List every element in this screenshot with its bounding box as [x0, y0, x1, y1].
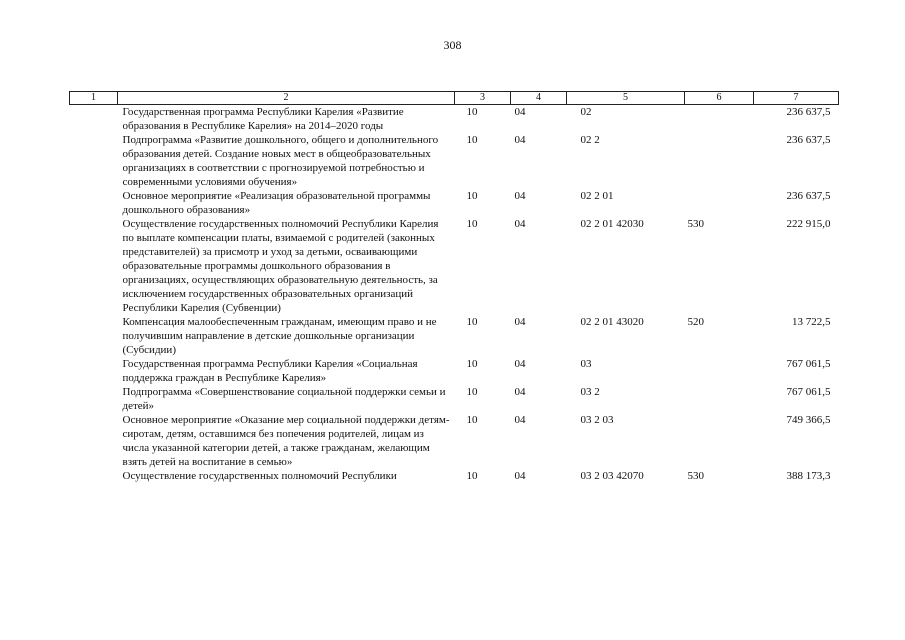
- amount-cell: 388 173,3: [786, 470, 831, 482]
- row-number-cell: [70, 413, 118, 469]
- table-row: [70, 105, 839, 134]
- subsection-code-cell: 04: [514, 386, 526, 398]
- row-number-cell: [70, 105, 118, 134]
- row-number-cell: [70, 133, 118, 189]
- amount-cell: 236 637,5: [786, 190, 831, 202]
- subsection-code-cell: 04: [514, 358, 526, 370]
- table-row: [70, 385, 839, 413]
- target-article-cell: 02 2 01 42030: [580, 218, 644, 230]
- table-row: [70, 413, 839, 469]
- expense-type-cell: [685, 133, 754, 189]
- item-name-cell: Осуществление государственных полномочий Республики: [122, 470, 397, 482]
- table-row: [70, 357, 839, 385]
- row-number-cell: [70, 469, 118, 483]
- item-name-cell: Государственная программа Республики Карелия «Социальная поддержка граждан в Республике Карелия»: [122, 358, 418, 384]
- row-number-cell: [70, 357, 118, 385]
- subsection-code-cell: 04: [514, 218, 526, 230]
- expense-type-cell: [685, 357, 754, 385]
- row-number-cell: [70, 189, 118, 217]
- amount-cell: 767 061,5: [786, 358, 831, 370]
- amount-cell: 236 637,5: [786, 134, 831, 146]
- page-number: 308: [443, 38, 462, 52]
- section-code-cell: 10: [466, 386, 478, 398]
- target-article-cell: 02 2 01: [580, 190, 614, 202]
- column-header-2: 2: [118, 92, 455, 105]
- table-row: [70, 133, 839, 189]
- item-name-cell: Компенсация малообеспеченным гражданам, имеющим право и не получившим направление в детские дошкольные организации (Субсидии): [122, 316, 437, 356]
- subsection-code-cell: 04: [514, 106, 526, 118]
- item-name-cell: Основное мероприятие «Оказание мер социальной поддержки детям-сиротам, детям, оставшимся без попечения родителей, лицам из числа указанной категории детей, а также гражданам, желающим взять детей на воспитание в семью»: [122, 414, 450, 468]
- amount-cell: 767 061,5: [786, 386, 831, 398]
- row-number-cell: [70, 385, 118, 413]
- section-code-cell: 10: [466, 414, 478, 426]
- section-code-cell: 10: [466, 470, 478, 482]
- budget-table: [69, 91, 839, 483]
- subsection-code-cell: 04: [514, 414, 526, 426]
- expense-type-cell: 520: [687, 316, 704, 328]
- amount-cell: 236 637,5: [786, 106, 831, 118]
- item-name-cell: Подпрограмма «Развитие дошкольного, общего и дополнительного образования детей. Создание новых мест в общеобразовательных организациях в соответствии с прогнозируемой потребностью и современными условиями обучения»: [122, 134, 439, 188]
- target-article-cell: 03 2 03: [580, 414, 614, 426]
- table-row: [70, 469, 839, 483]
- expense-type-cell: 530: [687, 218, 704, 230]
- subsection-code-cell: 04: [514, 190, 526, 202]
- section-code-cell: 10: [466, 316, 478, 328]
- section-code-cell: 10: [466, 218, 478, 230]
- column-header-7: 7: [754, 92, 839, 105]
- target-article-cell: 03 2 03 42070: [580, 470, 644, 482]
- table-row: [70, 315, 839, 357]
- target-article-cell: 02 2 01 43020: [580, 316, 644, 328]
- subsection-code-cell: 04: [514, 316, 526, 328]
- item-name-cell: Осуществление государственных полномочий Республики Карелия по выплате компенсации платы, взимаемой с родителей (законных представителей) за присмотр и уход за детьми, осваивающими образовательные программы дошкольного образования в организациях, осуществляющих образовательную деятельность, за исключением государственных образовательных организаций Республики Карелия (Субвенции): [122, 218, 439, 314]
- table-header-row: [70, 92, 839, 105]
- expense-type-cell: 530: [687, 470, 704, 482]
- expense-type-cell: [685, 385, 754, 413]
- column-header-3: 3: [455, 92, 511, 105]
- amount-cell: 13 722,5: [792, 316, 831, 328]
- expense-type-cell: [685, 413, 754, 469]
- item-name-cell: Основное мероприятие «Реализация образовательной программы дошкольного образования»: [122, 190, 431, 216]
- amount-cell: 749 366,5: [786, 414, 831, 426]
- table-row: [70, 217, 839, 315]
- row-number-cell: [70, 315, 118, 357]
- section-code-cell: 10: [466, 358, 478, 370]
- column-header-4: 4: [511, 92, 567, 105]
- section-code-cell: 10: [466, 134, 478, 146]
- expense-type-cell: [685, 189, 754, 217]
- section-code-cell: 10: [466, 106, 478, 118]
- column-header-5: 5: [567, 92, 685, 105]
- target-article-cell: 03: [580, 358, 592, 370]
- target-article-cell: 02 2: [580, 134, 600, 146]
- subsection-code-cell: 04: [514, 134, 526, 146]
- row-number-cell: [70, 217, 118, 315]
- target-article-cell: 03 2: [580, 386, 600, 398]
- section-code-cell: 10: [466, 190, 478, 202]
- target-article-cell: 02: [580, 106, 592, 118]
- amount-cell: 222 915,0: [786, 218, 831, 230]
- column-header-1: 1: [70, 92, 118, 105]
- item-name-cell: Подпрограмма «Совершенствование социальной поддержки семьи и детей»: [122, 386, 446, 412]
- expense-type-cell: [685, 105, 754, 134]
- subsection-code-cell: 04: [514, 470, 526, 482]
- table-row: [70, 189, 839, 217]
- column-header-6: 6: [685, 92, 754, 105]
- item-name-cell: Государственная программа Республики Карелия «Развитие образования в Республике Карелия» на 2014–2020 годы: [122, 106, 404, 132]
